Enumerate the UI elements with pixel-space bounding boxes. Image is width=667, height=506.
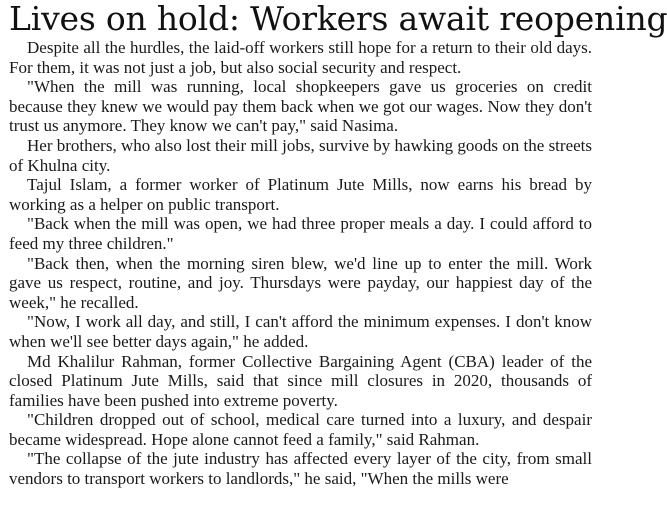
article-paragraph-8: Md Khalilur Rahman, former Collective Bargaining Agent (CBA) leader of the closed Platinum Jute Mills, said that since mill closures in 2020, thousands of families have been pushed into extreme poverty. (9, 351, 592, 410)
article-paragraph-6: "Back then, when the morning siren blew, we'd line up to enter the mill. Work gave us respect, routine, and joy. Thursdays were payday, our happiest day of the week," he recalled. (9, 253, 592, 312)
article-paragraph-7: "Now, I work all day, and still, I can't afford the minimum expenses. I don't know when we'll see better days again," he added. (9, 312, 592, 351)
article-paragraph-3: Her brothers, who also lost their mill jobs, survive by hawking goods on the streets of Khulna city. (9, 135, 592, 175)
article-paragraph-4: Tajul Islam, a former worker of Platinum Jute Mills, now earns his bread by working as a helper on public transport. (9, 175, 592, 214)
article-paragraph-9: "Children dropped out of school, medical care turned into a luxury, and despair became widespread. Hope alone cannot feed a family," said Rahman. (9, 410, 592, 449)
article-paragraph-1: Despite all the hurdles, the laid-off workers still hope for a return to their old days. For them, it was not just a job, but also social security and respect. (9, 38, 592, 77)
article-headline: Lives on hold: Workers await reopening (9, 0, 667, 38)
article-paragraph-10: "The collapse of the jute industry has affected every layer of the city, from small vendors to transport workers to landlords," he said, "When the mills were (9, 449, 592, 489)
article-paragraph-2: "When the mill was running, local shopkeepers gave us groceries on credit because they knew we would pay them back when we got our wages. Now they don't trust us anymore. They know we can't pay," said Nasima. (9, 77, 592, 136)
article-paragraph-5: "Back when the mill was open, we had three proper meals a day. I could afford to feed my three children." (9, 214, 592, 253)
